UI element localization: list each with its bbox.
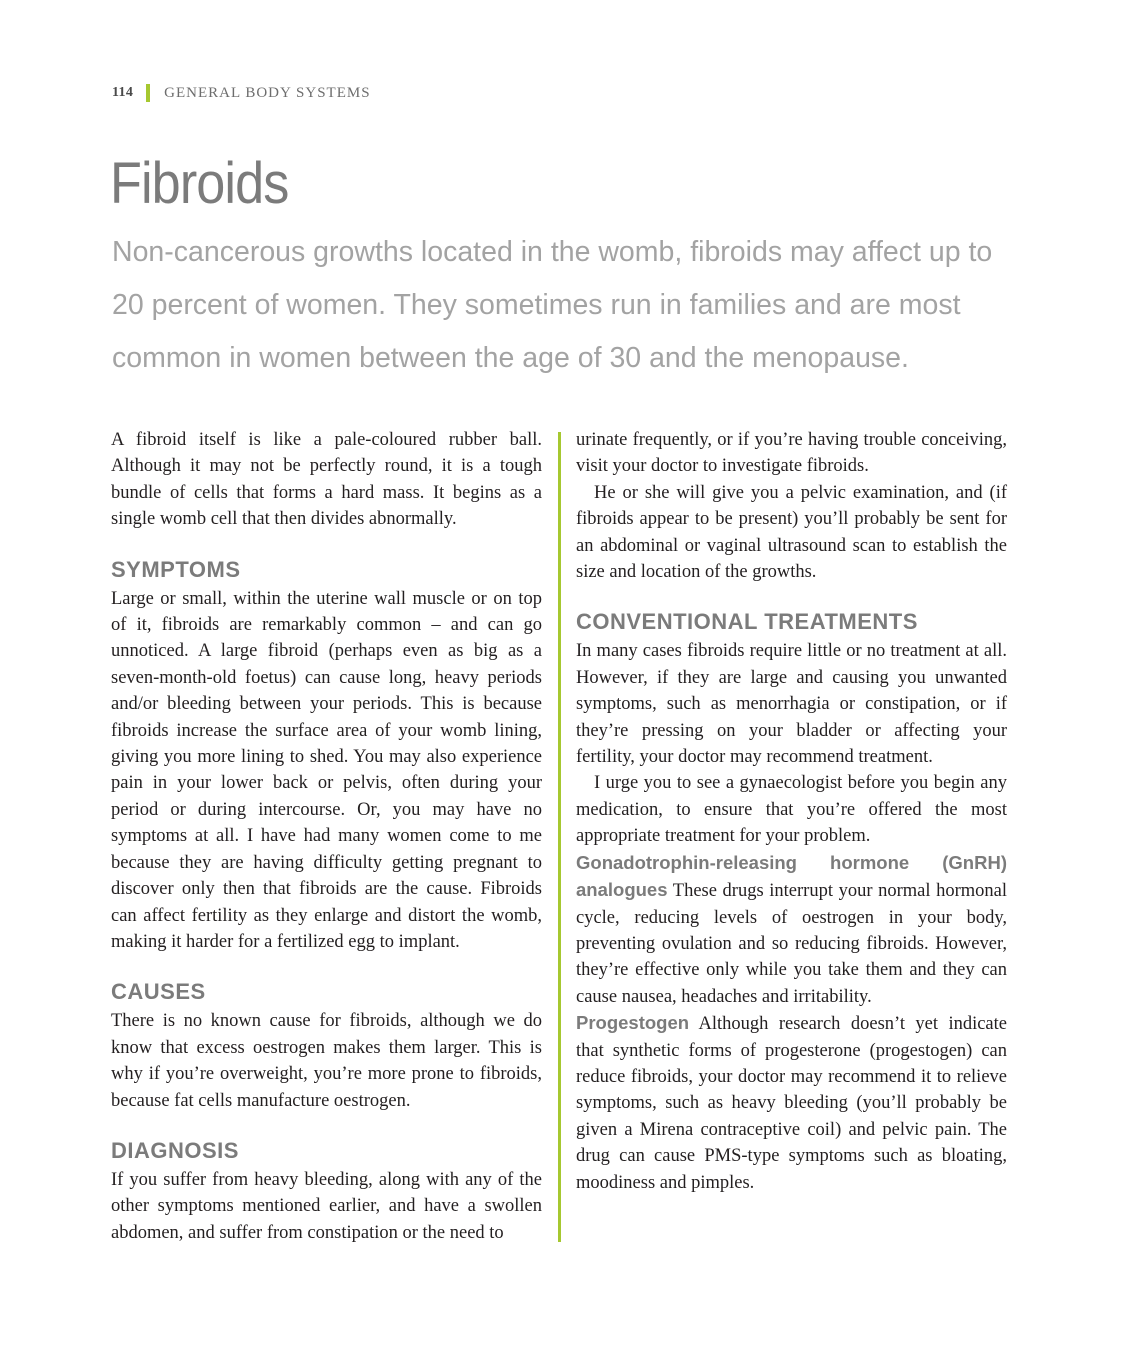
progestogen-text: Although research doesn’t yet indicate that synthetic forms of progesterone (progestogen) can reduce fibroids, your doctor may recommend it to relieve symptoms, such as heavy bleeding (you’ll probably be given a Mirena contraceptive coil) and pelvic pain. The drug can cause PMS-type symptoms such as bloating, moodiness and pimples. — [576, 1014, 1007, 1193]
treatments-paragraph-1: In many cases fibroids require little or no treatment at all. However, if they are large and causing you unwanted symptoms, such as menorrhagia or constipation, or if they’re pressing on your bladder or affecting your fertility, your doctor may recommend treatment. — [576, 641, 1007, 768]
opening-paragraph: A fibroid itself is like a pale-coloured rubber ball. Although it may not be perfectly round, it is a tough bundle of cells that forms a hard mass. It begins as a single womb cell that then divides abnormally. — [111, 430, 542, 530]
intro-text: Non-cancerous growths located in the womb, fibroids may affect up to 20 percent of women. They sometimes run in families and are most common in women between the age of 30 and the menopause. — [112, 236, 993, 374]
progestogen-paragraph — [576, 1010, 1007, 1196]
page-number: 114 — [112, 85, 134, 100]
treatments-paragraph-2: I urge you to see a gynaecologist before you begin any medication, to ensure that you’re offered the most appropriate treatment for your problem. — [576, 773, 1007, 847]
treatments-heading: CONVENTIONAL TREATMENTS — [576, 609, 918, 635]
diagnosis-paragraph-2: He or she will give you a pelvic examination, and (if fibroids appear to be present) you’ll probably be sent for an abdominal or vaginal ultrasound scan to establish the size and location of the growths. — [576, 482, 1007, 583]
gnrh-text: These drugs interrupt your normal hormonal cycle, reducing levels of oestrogen in your body, preventing ovulation and so reducing fibroids. However, they’re effective only while you take them and they can cause nausea, headaches and irritability. — [576, 881, 1008, 1007]
diagnosis-heading: DIAGNOSIS — [111, 1137, 239, 1163]
header-accent-bar — [146, 84, 150, 102]
left-column — [111, 427, 542, 1246]
running-head — [112, 82, 371, 104]
progestogen-runin-heading: Progestogen — [576, 1012, 690, 1034]
column-divider — [558, 432, 561, 1242]
diagnosis-paragraph: If you suffer from heavy bleeding, along with any of the other symptoms mentioned earlier, and have a swollen abdomen, and suffer from constipation or the need to — [111, 1169, 542, 1243]
symptoms-paragraph: Large or small, within the uterine wall muscle or on top of it, fibroids are remarkably common – and can go unnoticed. A large fibroid (perhaps even as big as a seven-month-old foetus) can cause long, heavy periods and/or bleeding between your periods. This is because fibroids increase the surface area of your womb lining, giving you more lining to shed. You may also experience pain in your lower back or pelvis, often during your period or during intercourse. Or, you may have no symptoms at all. I have had many women come to me because they are having difficulty getting pregnant to discover only then that fibroids are the cause. Fibroids can affect fertility as they enlarge and distort the womb, making it harder for a fertilized egg to implant. — [111, 588, 542, 952]
right-column — [576, 427, 1007, 1196]
section-name: GENERAL BODY SYSTEMS — [164, 84, 371, 101]
symptoms-heading: SYMPTOMS — [111, 556, 241, 582]
causes-paragraph: There is no known cause for fibroids, although we do know that excess oestrogen makes them larger. This is why if you’re overweight, you’re more prone to fibroids, because fat cells manufacture oestrogen. — [111, 1011, 542, 1111]
causes-heading: CAUSES — [111, 979, 206, 1005]
diagnosis-continued: urinate frequently, or if you’re having trouble conceiving, visit your doctor to investigate fibroids. — [576, 430, 1007, 477]
page-title: Fibroids — [110, 151, 289, 216]
gnrh-runin-heading: Gonadotrophin-releasing hormone (GnRH) analogues — [576, 851, 1007, 901]
gnrh-paragraph — [576, 850, 1007, 1010]
